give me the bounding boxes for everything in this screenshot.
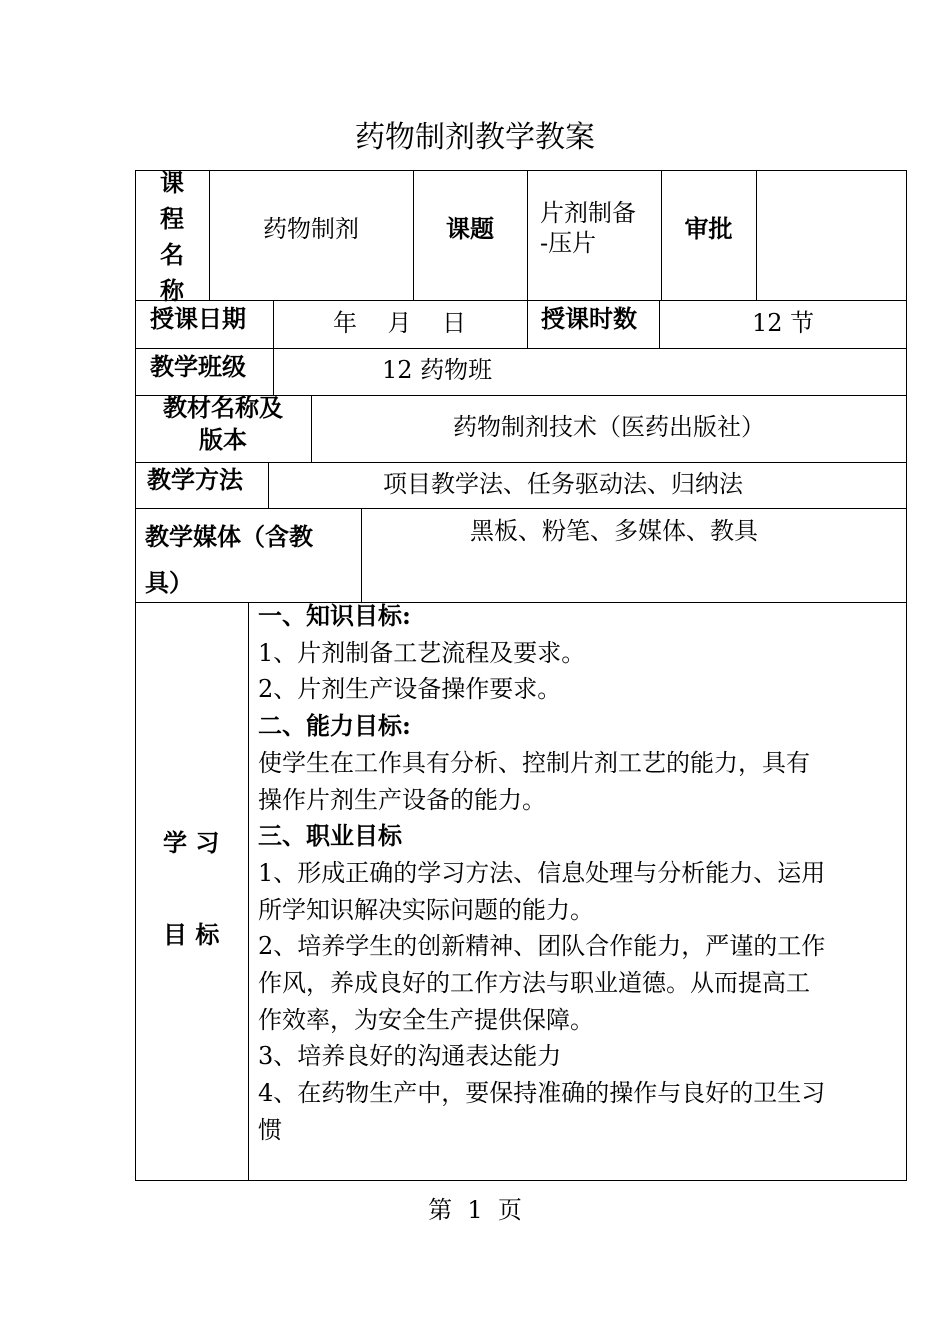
objective-line: 3、培养良好的沟通表达能力 xyxy=(258,1042,562,1071)
document-title: 药物制剂教学教案 xyxy=(355,120,595,155)
objective-heading: 三、职业目标 xyxy=(258,821,402,851)
topic-label: 课题 xyxy=(446,214,494,243)
col-divider xyxy=(273,300,274,395)
date-value: 年 月 日 xyxy=(333,309,467,337)
class-label: 教学班级 xyxy=(150,352,246,381)
row-divider xyxy=(135,462,907,463)
col-divider xyxy=(248,602,249,1181)
objective-line: 所学知识解决实际问题的能力。 xyxy=(258,895,594,924)
approval-label: 审批 xyxy=(684,214,733,243)
textbook-value: 药物制剂技术（医药出版社） xyxy=(453,413,765,441)
method-value: 项目教学法、任务驱动法、归纳法 xyxy=(383,470,743,498)
objective-line: 操作片剂生产设备的能力。 xyxy=(258,785,546,814)
hours-label: 授课时数 xyxy=(541,304,637,333)
objective-line: 1、形成正确的学习方法、信息处理与分析能力、运用 xyxy=(258,858,826,887)
col-divider xyxy=(659,300,660,348)
row-divider xyxy=(135,300,907,301)
col-divider xyxy=(268,462,269,508)
objective-line: 4、在药物生产中，要保持准确的操作与良好的卫生习 xyxy=(258,1079,826,1108)
col-divider xyxy=(756,170,757,300)
class-value: 12 药物班 xyxy=(382,356,493,384)
objective-line: 使学生在工作具有分析、控制片剂工艺的能力，具有 xyxy=(258,748,810,777)
objective-heading: 一、知识目标: xyxy=(258,601,411,630)
topic-value: 片剂制备 -压片 xyxy=(540,199,636,257)
objective-line: 2、片剂生产设备操作要求。 xyxy=(258,675,562,704)
objective-line: 2、培养学生的创新精神、团队合作能力，严谨的工作 xyxy=(258,932,826,961)
col-divider xyxy=(361,508,362,602)
objectives-label-line1: 学 习 xyxy=(163,828,220,857)
course-name-value: 药物制剂 xyxy=(263,215,359,243)
objectives-label-line2: 目 标 xyxy=(163,920,220,949)
objective-line: 1、片剂制备工艺流程及要求。 xyxy=(258,638,586,667)
objectives-content xyxy=(258,598,908,1149)
method-label: 教学方法 xyxy=(147,465,243,494)
row-divider xyxy=(135,508,907,509)
objective-line: 作风，养成良好的工作方法与职业道德。从而提高工 xyxy=(258,969,810,998)
textbook-label: 教材名称及 版本 xyxy=(163,393,283,454)
col-divider xyxy=(527,170,528,348)
objective-line: 惯 xyxy=(258,1115,282,1144)
hours-value: 12 节 xyxy=(752,309,815,337)
page-number: 第 1 页 xyxy=(428,1196,522,1224)
media-value: 黑板、粉笔、多媒体、教具 xyxy=(470,517,758,545)
media-label: 教学媒体（含教 具） xyxy=(145,522,313,597)
objective-heading: 二、能力目标: xyxy=(258,711,411,741)
objective-line: 作效率，为安全生产提供保障。 xyxy=(258,1005,594,1034)
row-divider xyxy=(135,348,907,349)
date-label: 授课日期 xyxy=(150,304,246,333)
course-name-label: 课 程 名 称 xyxy=(160,168,184,305)
